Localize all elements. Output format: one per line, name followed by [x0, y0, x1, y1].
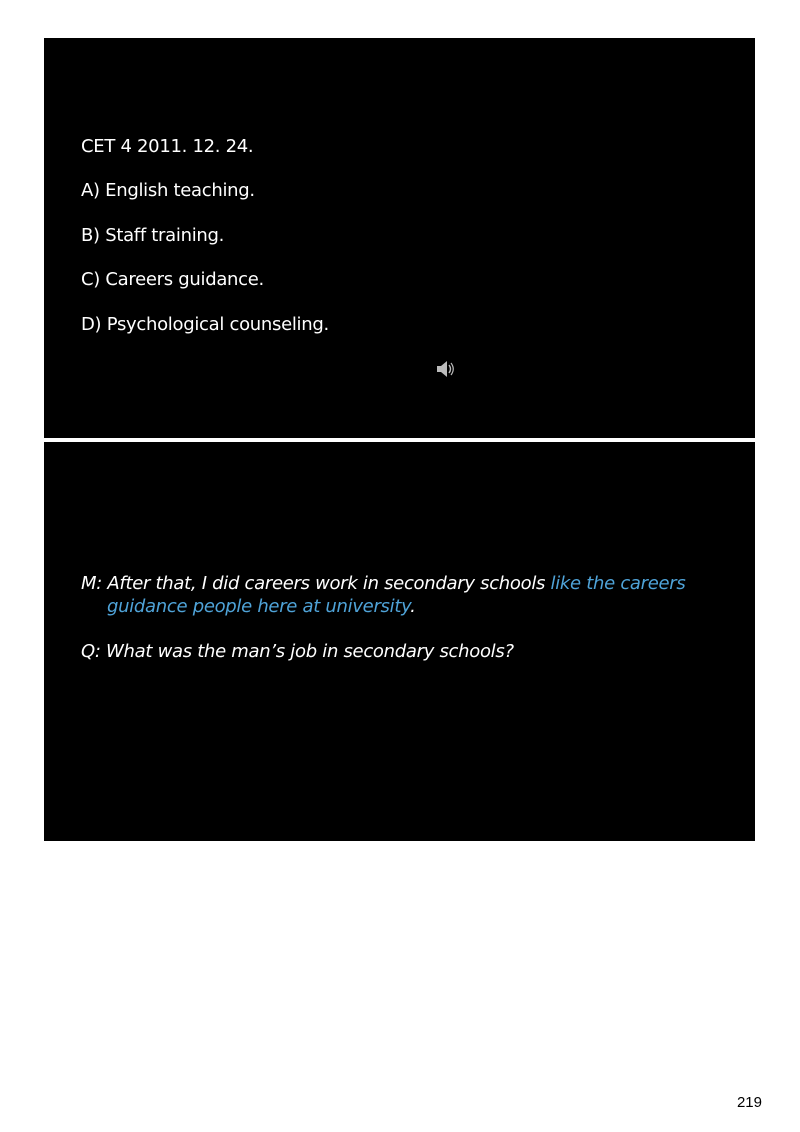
- option-d: D) Psychological counseling.: [81, 314, 329, 335]
- dialogue-prefix: M: After that, I did careers work in secondary schools: [81, 573, 551, 594]
- dialogue-suffix: .: [410, 596, 416, 617]
- speaker-icon[interactable]: [436, 360, 458, 378]
- question-text: Q: What was the man’s job in secondary schools?: [81, 641, 514, 662]
- exam-heading: CET 4 2011. 12. 24.: [81, 136, 254, 157]
- option-a: A) English teaching.: [81, 180, 255, 201]
- slide-transcript: [44, 442, 755, 841]
- slide-question: [44, 38, 755, 438]
- option-b: B) Staff training.: [81, 225, 225, 246]
- dialogue-highlight-2: guidance people here at university: [107, 596, 411, 617]
- dialogue-highlight-1: like the careers: [550, 573, 686, 594]
- option-c: C) Careers guidance.: [81, 269, 264, 290]
- page-number: 219: [736, 1094, 762, 1111]
- dialogue-text: [81, 572, 721, 618]
